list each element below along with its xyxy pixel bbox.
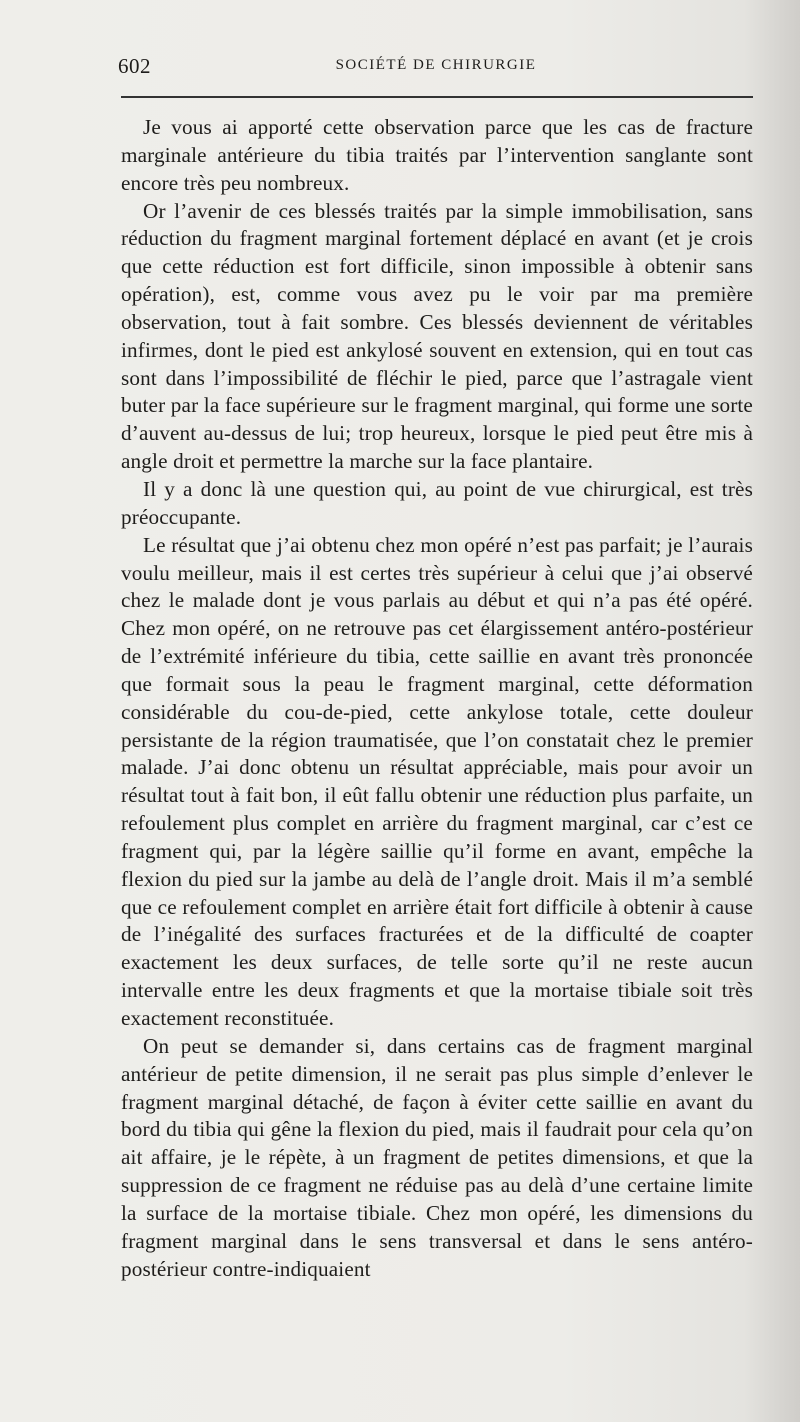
header-rule <box>121 96 753 98</box>
body-text <box>121 114 753 1283</box>
paragraph: Or l’avenir de ces blessés traités par la simple immobilisation, sans réduction du fragment marginal fortement déplacé en avant (et je crois que cette réduction est fort difficile, sinon impossible à obtenir sans opération), est, comme vous avez pu le voir par ma première observation, tout à fait sombre. Ces blessés deviennent de véritables infirmes, dont le pied est ankylosé souvent en extension, qui en tout cas sont dans l’impossibilité de fléchir le pied, parce que l’astragale vient buter par la face supérieure sur le fragment marginal, qui forme une sorte d’auvent au-dessus de lui; trop heureux, lorsque le pied peut être mis à angle droit et permettre la marche sur la face plantaire. <box>121 198 753 474</box>
running-head: SOCIÉTÉ DE CHIRURGIE <box>335 57 537 73</box>
paragraph: On peut se demander si, dans certains cas de fragment marginal antérieur de petite dimension, il ne serait pas plus simple d’enlever le fragment marginal détaché, de façon à éviter cette saillie en avant du bord du tibia qui gêne la flexion du pied, mais il faudrait pour cela qu’on ait affaire, je le répète, à un fragment de petites dimensions, et que la suppression de ce fragment ne réduise pas au delà d’une certaine limite la surface de la mortaise tibiale. Chez mon opéré, les dimensions du fragment marginal dans le sens transversal et dans le sens antéro-postérieur contre-indiquaient <box>121 1033 753 1281</box>
paragraph: Je vous ai apporté cette observation parce que les cas de fracture marginale antérieure du tibia traités par l’intervention sanglante sont encore très peu nombreux. <box>121 115 753 195</box>
paragraph: Il y a donc là une question qui, au point de vue chirurgical, est très préoccupante. <box>121 476 753 529</box>
paragraph: Le résultat que j’ai obtenu chez mon opéré n’est pas parfait; je l’aurais voulu meilleur, mais il est certes très supérieur à celui que j’ai observé chez le malade dont je vous parlais au début et qui n’a pas été opéré. Chez mon opéré, on ne retrouve pas cet élargissement antéro-postérieur de l’extrémité inférieure du tibia, cette saillie en avant très prononcée que formait sous la peau le fragment marginal, cette déformation considérable du cou-de-pied, cette ankylose totale, cette douleur persistante de la région traumatisée, que l’on constatait chez le premier malade. J’ai donc obtenu un résultat appréciable, mais pour avoir un résultat tout à fait bon, il eût fallu obtenir une réduction plus parfaite, un refoulement plus complet en arrière du fragment marginal, car c’est ce fragment qui, par la légère saillie qu’il forme en avant, empêche la flexion du pied sur la jambe au delà de l’angle droit. Mais il m’a semblé que ce refoulement complet en arrière était fort difficile à obtenir à cause de l’inégalité des surfaces fracturées et de la difficulté de coapter exactement les deux surfaces, de telle sorte qu’il ne reste aucun intervalle entre les deux fragments et que la mortaise tibiale soit très exactement reconstituée. <box>121 532 753 1030</box>
page-header <box>118 54 754 80</box>
page-number: 602 <box>118 54 151 78</box>
